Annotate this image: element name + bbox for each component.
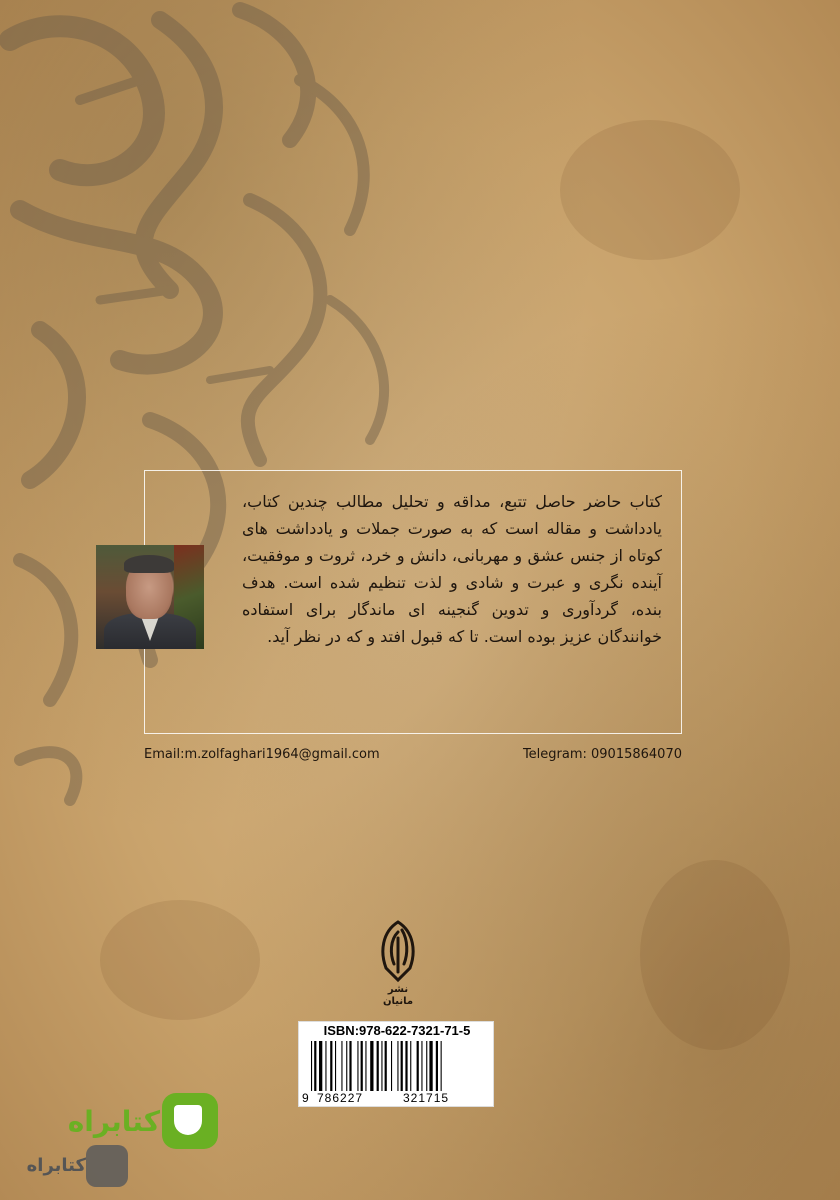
paper-stain bbox=[100, 900, 260, 1020]
paper-stain bbox=[560, 120, 740, 260]
isbn-barcode bbox=[298, 1021, 494, 1107]
ketabrah-logo-icon bbox=[162, 1093, 218, 1149]
book-description: کتاب حاضر حاصل تتبع، مداقه و تحلیل مطالب چندین کتاب، یادداشت و مقاله است که به صورت جملات و یادداشت های کوتاه از جنس عشق و مهربانی، دانش و خرد، ثروت و موفقیت، آینده نگری و عبرت و شادی و لذت تنظیم شده است. هدف بنده، گردآوری و تدوین گنجینه ای ماندگار برای استفاده خوانندگان عزیز بوده است. تا که قبول افتد و که در نظر آید. bbox=[242, 492, 662, 646]
author-telegram: Telegram: 09015864070 bbox=[522, 747, 682, 762]
barcode-bars bbox=[311, 1041, 487, 1091]
paper-stain bbox=[640, 860, 790, 1050]
author-email: Email:m.zolfaghari1964@gmail.com bbox=[144, 747, 380, 762]
publisher-logo-icon bbox=[372, 918, 424, 984]
ketabrah-small-logo-icon bbox=[86, 1145, 128, 1187]
isbn-number: ISBN:978-622-7321-71-5 bbox=[323, 1023, 471, 1038]
publisher-name-line2: مانیان bbox=[382, 996, 414, 1007]
watermark-text: کتابراه bbox=[67, 1105, 160, 1138]
publisher-name bbox=[346, 984, 450, 1008]
watermark-subtext: کتابراه bbox=[26, 1155, 86, 1176]
barcode-left-digits: 786227 bbox=[317, 1091, 364, 1105]
barcode-right-digits: 321715 bbox=[403, 1091, 450, 1105]
barcode-lead-digit: 9 bbox=[302, 1091, 309, 1105]
publisher-name-line1: نشر bbox=[387, 984, 409, 995]
ketabrah-watermark bbox=[12, 1093, 212, 1189]
author-photo bbox=[96, 545, 204, 649]
